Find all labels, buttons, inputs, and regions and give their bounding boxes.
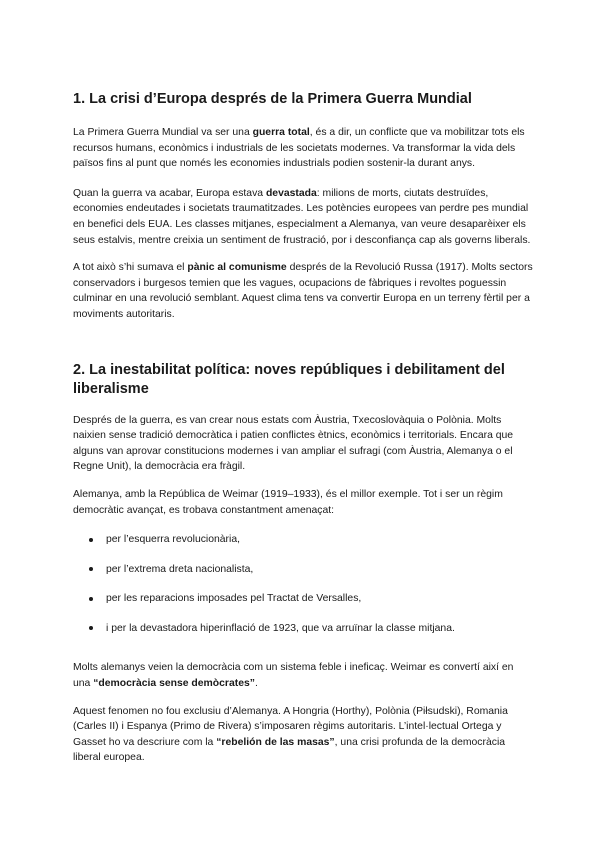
section-2-paragraph-3: Molts alemanys veien la democràcia com un sistema feble i ineficaç. Weimar es convertí així en una “democràcia sense demòcrates”. — [73, 662, 514, 690]
section-1-paragraph-1: La Primera Guerra Mundial va ser una guerra total, és a dir, un conflicte que va mobilitzar tots els recursos humans, econòmics i industrials de les societats modernes. Va transformar la vida dels països fins al punt que només les economies industrials podien sostenir-la durant anys. — [73, 127, 525, 170]
document-content — [73, 90, 533, 766]
section-2-paragraph-1: Després de la guerra, es van crear nous estats com Àustria, Txecoslovàquia o Polònia. Molts naixien sense tradició democràtica i patien conflictes ètnics, econòmics i territorials. Encara que alguns van aprovar constitucions modernes i van ampliar el sufragi (com Àustria, Alemanya o el Regne Unit), la democràcia era fràgil. — [73, 414, 514, 473]
section-2-paragraph-4: Aquest fenomen no fou exclusiu d’Alemanya. A Hongria (Horthy), Polònia (Piłsudski), Romania (Carles II) i Espanya (Primo de Rivera) s’imposaren règims autoritaris. L’intel·lectual Ortega y Gasset ho va descriure com la “rebelión de las masas”, una crisi profunda de la democràcia liberal europea. — [73, 705, 508, 764]
threats-list — [73, 532, 533, 636]
section-1-heading: 1. La crisi d’Europa després de la Primera Guerra Mundial — [73, 91, 472, 107]
list-item: per les reparacions imposades pel Tractat de Versalles, — [73, 591, 533, 607]
list-item: per l’esquerra revolucionària, — [73, 532, 533, 548]
section-2-heading: 2. La inestabilitat política: noves repúbliques i debilitament del liberalisme — [73, 361, 505, 397]
list-item: i per la devastadora hiperinflació de 1923, que va arruïnar la classe mitjana. — [73, 621, 533, 637]
list-item: per l’extrema dreta nacionalista, — [73, 562, 533, 578]
section-2-paragraph-2: Alemanya, amb la República de Weimar (1919–1933), és el millor exemple. Tot i ser un règim democràtic avançat, es trobava constantment amenaçat: — [73, 488, 503, 516]
section-1-paragraph-3: A tot això s’hi sumava el pànic al comunisme després de la Revolució Russa (1917). Molts sectors conservadors i burgesos temien que les vagues, ocupacions de fàbriques i revoltes poguessin culminar en una revolució semblant. Aquest clima tens va convertir Europa en un terreny fèrtil per a moviments autoritaris. — [73, 262, 533, 320]
section-1-paragraph-2: Quan la guerra va acabar, Europa estava devastada: milions de morts, ciutats destruïdes, economies endeutades i societats traumatitzades. Les potències europees van perdre pes mundial en benefici dels EUA. Les classes mitjanes, especialment a Alemanya, van veure desaparèixer els seus estalvis, mentre creixia un sentiment de frustració, por i desconfiança cap als governs liberals. — [73, 187, 531, 246]
